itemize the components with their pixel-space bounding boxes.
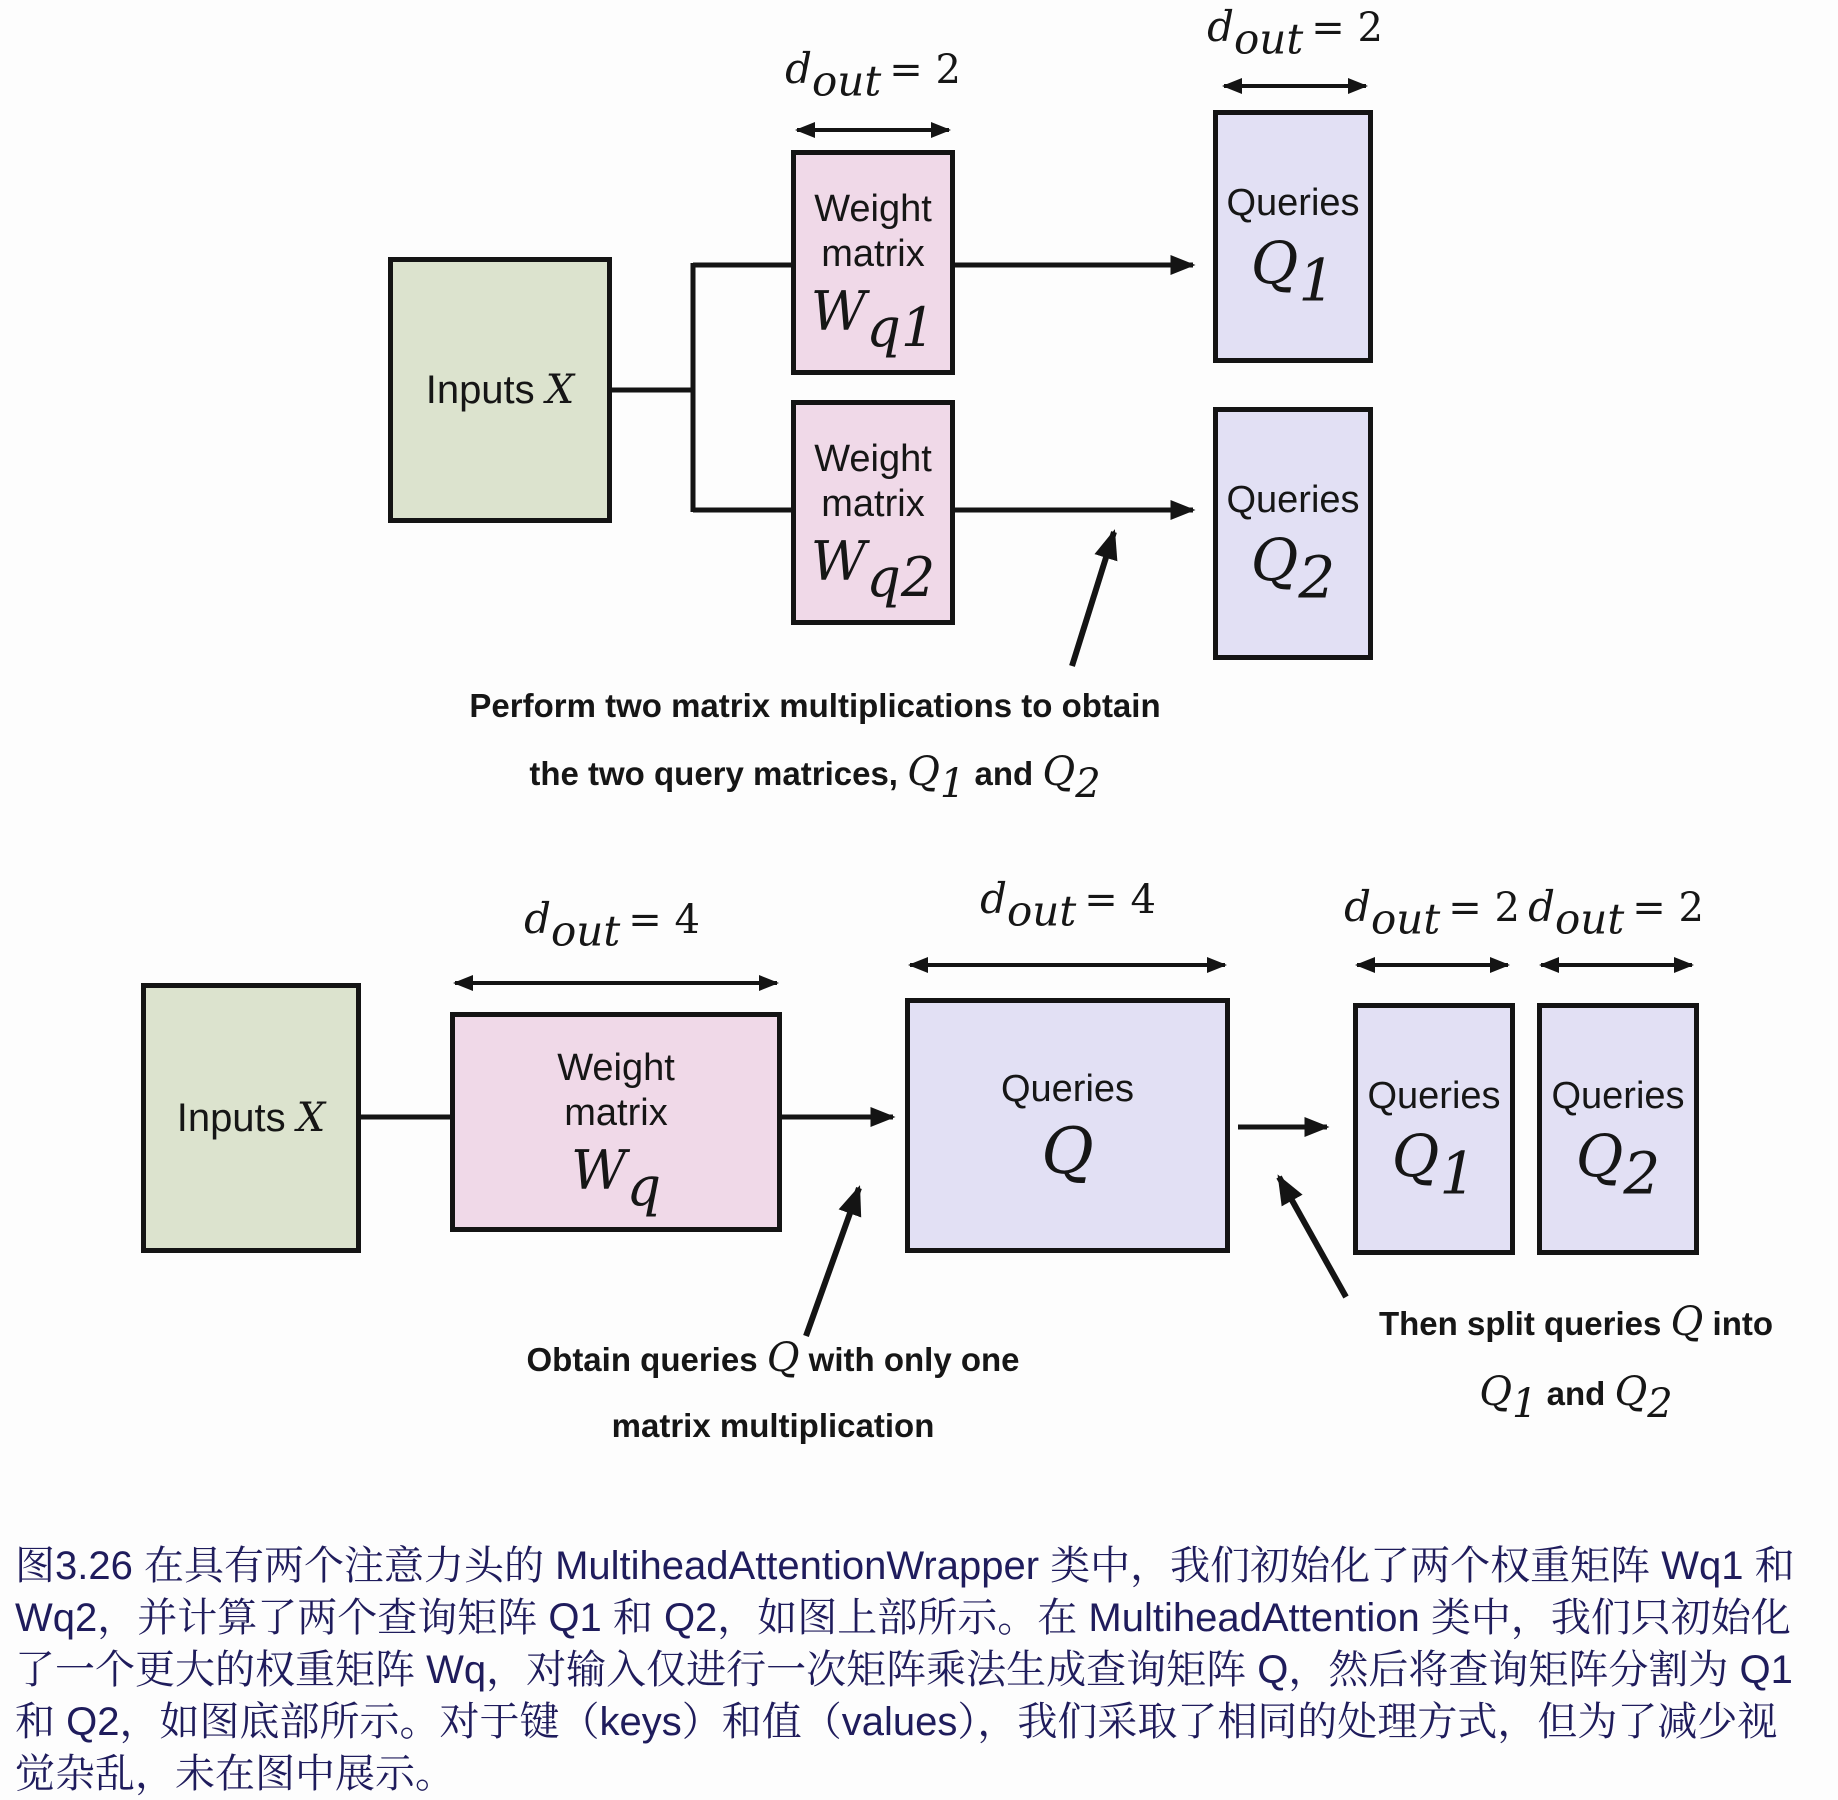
wq1-symbol: $W_{q1}$ bbox=[810, 279, 936, 359]
dout-label-wq: $d_{out} = 4$ bbox=[524, 894, 700, 956]
annotation-arrow-split bbox=[1279, 1177, 1346, 1297]
figure-caption bbox=[15, 1540, 1825, 1800]
queries-q2-box-bottom: Queries $Q_2$ bbox=[1537, 1003, 1699, 1255]
figure-caption-line: 图3.26 在具有两个注意力头的 MultiheadAttentionWrapper 类中，我们初始化了两个权重矩阵 Wq1 和 bbox=[15, 1544, 1795, 1588]
q1-symbol-bottom: $Q_1$ bbox=[1391, 1121, 1477, 1207]
dout-label-q2-bottom: $d_{out} = 2$ bbox=[1528, 882, 1704, 944]
dout-label-q: $d_{out} = 4$ bbox=[980, 874, 1156, 936]
annotation-arrow-top bbox=[1072, 532, 1114, 666]
caption-top-line2: the two query matrices, $Q_1$ and $Q_2$ bbox=[529, 749, 1101, 807]
inputs-x-box-bottom bbox=[141, 983, 361, 1253]
dout-label-q1-bottom: $d_{out} = 2$ bbox=[1344, 882, 1520, 944]
inputs-x-label: Inputs X bbox=[425, 367, 575, 413]
figure-caption-line: Wq2，并计算了两个查询矩阵 Q1 和 Q2，如图上部所示。在 MultiheadAttention 类中，我们只初始化 bbox=[15, 1596, 1791, 1640]
inputs-x-box-top bbox=[388, 257, 612, 523]
caption-top-line1: Perform two matrix multiplications to obtain bbox=[469, 687, 1161, 724]
dout-label-q1-top: $d_{out} = 2$ bbox=[1207, 2, 1383, 64]
q1-symbol-top: $Q_1$ bbox=[1250, 229, 1336, 315]
queries-q1-box-top: Queries $Q_1$ bbox=[1213, 110, 1373, 363]
caption-split-line1: Then split queries Q into bbox=[1378, 1299, 1774, 1345]
inputs-x-label-bottom: Inputs X bbox=[176, 1095, 326, 1141]
caption-split-line2: $Q_1$ and $Q_2$ bbox=[1479, 1369, 1673, 1427]
caption-obtain-line2: matrix multiplication bbox=[611, 1407, 935, 1444]
caption-obtain-line1: Obtain queries Q with only one bbox=[526, 1335, 1020, 1381]
queries-q-box: Queries Q bbox=[905, 998, 1230, 1253]
figure-caption-line: 和 Q2，如图底部所示。对于键（keys）和值（values），我们采取了相同的处理方式，但为了减少视 bbox=[15, 1700, 1778, 1744]
figure-caption-line: 了一个更大的权重矩阵 Wq，对输入仅进行一次矩阵乘法生成查询矩阵 Q，然后将查询矩阵分割为 Q1 bbox=[15, 1648, 1793, 1692]
queries-q1-box-bottom: Queries $Q_1$ bbox=[1353, 1003, 1515, 1255]
q2-symbol-bottom: $Q_2$ bbox=[1575, 1121, 1661, 1207]
weight-matrix-wq2-box: Weight matrix $W_{q2}$ bbox=[791, 400, 955, 625]
q-symbol: Q bbox=[1041, 1115, 1094, 1189]
weight-matrix-wq-box: Weight matrix $W_q$ bbox=[450, 1012, 782, 1232]
wq-symbol: $W_q$ bbox=[570, 1139, 662, 1219]
weight-matrix-wq1-box: Weight matrix $W_{q1}$ bbox=[791, 150, 955, 375]
dout-label-wq1: $d_{out} = 2$ bbox=[785, 44, 961, 106]
q2-symbol-top: $Q_2$ bbox=[1250, 526, 1336, 612]
annotation-arrow-obtain bbox=[806, 1188, 859, 1336]
queries-q2-box-top: Queries $Q_2$ bbox=[1213, 407, 1373, 660]
wq2-symbol: $W_{q2}$ bbox=[810, 529, 936, 609]
figure-caption-line: 觉杂乱，未在图中展示。 bbox=[15, 1752, 455, 1796]
